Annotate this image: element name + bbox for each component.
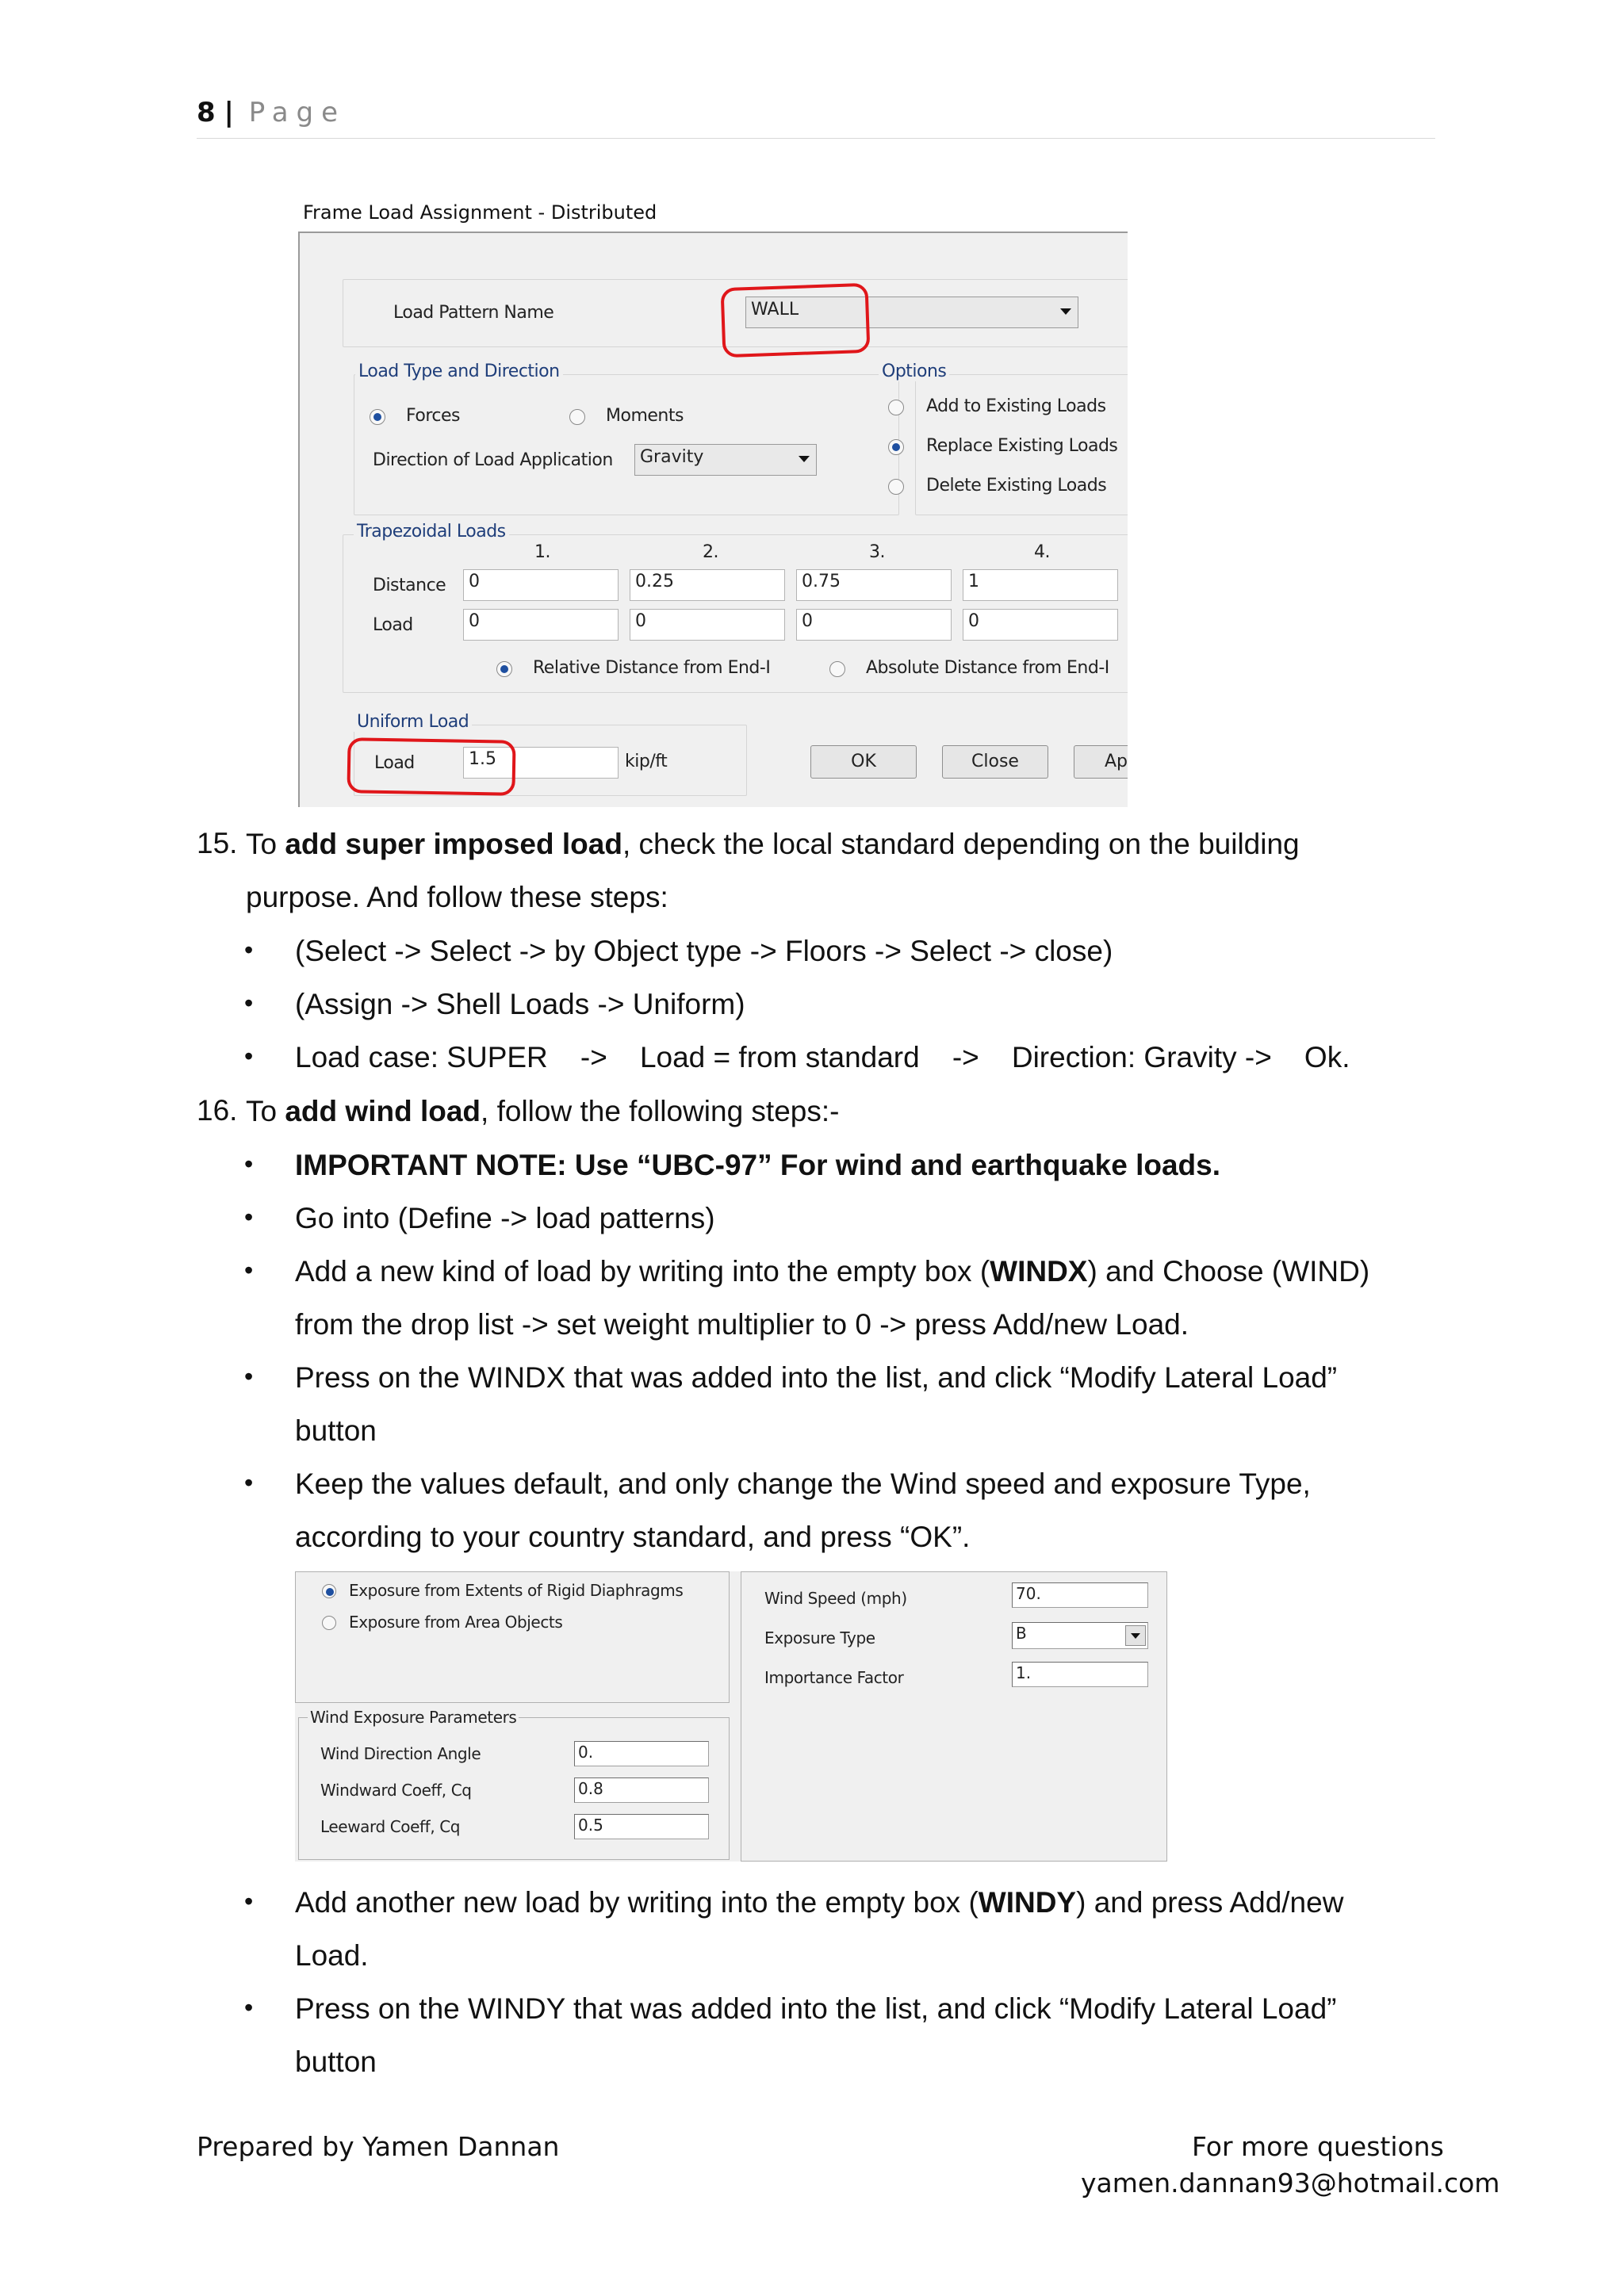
windward-label: Windward Coeff, Cq bbox=[320, 1781, 472, 1800]
step16-bullet-5-line2: according to your country standard, and press “OK”. bbox=[295, 1521, 971, 1553]
bullet: • bbox=[244, 1362, 254, 1391]
wind-speed-input[interactable]: 70. bbox=[1012, 1582, 1148, 1608]
exposure-rigid-label: Exposure from Extents of Rigid Diaphragms bbox=[349, 1581, 684, 1600]
frame-load-dialog-screenshot bbox=[295, 197, 1128, 807]
importance-label: Importance Factor bbox=[764, 1668, 904, 1687]
chevron-down-icon bbox=[1060, 308, 1071, 315]
load-input-4[interactable]: 0 bbox=[963, 609, 1118, 641]
footer-author: Prepared by Yamen Dannan bbox=[197, 2131, 560, 2162]
direction-value: Gravity bbox=[640, 447, 704, 467]
forces-radio[interactable] bbox=[370, 409, 385, 425]
load-input-1[interactable]: 0 bbox=[463, 609, 619, 641]
chevron-down-icon bbox=[1131, 1633, 1140, 1639]
replace-existing-label: Replace Existing Loads bbox=[926, 436, 1118, 456]
page-number: 8 bbox=[197, 97, 216, 128]
page-header bbox=[197, 97, 346, 128]
importance-input[interactable]: 1. bbox=[1012, 1662, 1148, 1687]
distance-label: Distance bbox=[373, 576, 446, 595]
bullet: • bbox=[244, 1887, 254, 1915]
bullet: • bbox=[244, 989, 254, 1017]
bullet: • bbox=[244, 936, 254, 964]
step16-text: To bbox=[246, 1095, 285, 1127]
dropdown-button[interactable] bbox=[1125, 1625, 1146, 1646]
step16-bullet-3-line2: from the drop list -> set weight multiplier to 0 -> press Add/new Load. bbox=[295, 1308, 1189, 1341]
bullet: • bbox=[244, 1993, 254, 2022]
step16-bullet-3-line1 bbox=[295, 1254, 1369, 1289]
uniform-load-label: Load bbox=[374, 753, 415, 773]
b3-bold: WINDX bbox=[990, 1255, 1088, 1288]
header-separator: | bbox=[224, 97, 234, 128]
uniform-load-group-label: Uniform Load bbox=[354, 712, 472, 732]
distance-input-3[interactable]: 0.75 bbox=[796, 569, 952, 601]
step15-bullet-2: (Assign -> Shell Loads -> Uniform) bbox=[295, 988, 745, 1020]
apply-button[interactable]: Ap bbox=[1074, 745, 1128, 779]
replace-existing-radio[interactable] bbox=[888, 439, 904, 455]
load-highlight-mark bbox=[347, 737, 515, 796]
load-pattern-value: WALL bbox=[751, 300, 799, 320]
moments-radio[interactable] bbox=[569, 409, 585, 425]
step16-bullet-4-line1: Press on the WINDX that was added into the list, and click “Modify Lateral Load” bbox=[295, 1361, 1338, 1394]
b6-bold: WINDY bbox=[978, 1886, 1077, 1919]
dialog-body bbox=[298, 232, 1128, 807]
col-header-4: 4. bbox=[1034, 542, 1050, 562]
leeward-input[interactable]: 0.5 bbox=[574, 1814, 709, 1839]
absolute-distance-label: Absolute Distance from End-I bbox=[866, 658, 1109, 678]
wall-highlight-mark bbox=[721, 283, 871, 358]
add-existing-label: Add to Existing Loads bbox=[926, 396, 1106, 416]
uniform-load-input[interactable]: 1.5 bbox=[463, 747, 619, 779]
exposure-type-label: Exposure Type bbox=[764, 1628, 875, 1647]
footer-questions: For more questions bbox=[1192, 2131, 1444, 2162]
wind-direction-input[interactable]: 0. bbox=[574, 1741, 709, 1766]
load-input-3[interactable]: 0 bbox=[796, 609, 952, 641]
footer-email[interactable]: yamen.dannan93@hotmail.com bbox=[1081, 2168, 1500, 2198]
relative-distance-label: Relative Distance from End-I bbox=[533, 658, 771, 678]
step15-text: To bbox=[246, 828, 285, 860]
col-header-3: 3. bbox=[869, 542, 885, 562]
exposure-area-radio[interactable] bbox=[322, 1616, 336, 1630]
load-type-group-label: Load Type and Direction bbox=[355, 362, 563, 381]
bullet: • bbox=[244, 1203, 254, 1231]
wind-speed-label: Wind Speed (mph) bbox=[764, 1589, 907, 1608]
wind-speed-panel bbox=[741, 1571, 1167, 1862]
distance-input-2[interactable]: 0.25 bbox=[630, 569, 785, 601]
options-group-label: Options bbox=[879, 362, 949, 381]
step15-bold: add super imposed load bbox=[285, 828, 622, 860]
direction-label: Direction of Load Application bbox=[373, 450, 613, 470]
step16-bullet-7-line1: Press on the WINDY that was added into the list, and click “Modify Lateral Load” bbox=[295, 1992, 1337, 2025]
step16-line1 bbox=[246, 1094, 839, 1129]
close-button[interactable]: Close bbox=[942, 745, 1048, 779]
ok-button[interactable]: OK bbox=[810, 745, 917, 779]
relative-distance-radio[interactable] bbox=[496, 661, 512, 677]
exposure-area-label: Exposure from Area Objects bbox=[349, 1613, 563, 1632]
exposure-type-select[interactable] bbox=[1012, 1622, 1148, 1649]
load-input-2[interactable]: 0 bbox=[630, 609, 785, 641]
exposure-rigid-radio[interactable] bbox=[322, 1584, 336, 1598]
load-label: Load bbox=[373, 615, 413, 635]
moments-label: Moments bbox=[606, 406, 684, 426]
step16-bullet-6-line2: Load. bbox=[295, 1939, 369, 1972]
step16-bullet-4-line2: button bbox=[295, 1414, 377, 1447]
b6-text-post: ) and press Add/new bbox=[1076, 1886, 1344, 1919]
step16-bullet-7-line2: button bbox=[295, 2045, 377, 2078]
bullet: • bbox=[244, 1468, 254, 1497]
delete-existing-radio[interactable] bbox=[888, 479, 904, 495]
wind-direction-label: Wind Direction Angle bbox=[320, 1744, 481, 1763]
direction-select[interactable] bbox=[634, 444, 817, 476]
delete-existing-label: Delete Existing Loads bbox=[926, 476, 1107, 496]
step15-bullet-1: (Select -> Select -> by Object type -> Floors -> Select -> close) bbox=[295, 935, 1113, 967]
step15-bullet-3: Load case: SUPER -> Load = from standard -> Direction: Gravity -> Ok. bbox=[295, 1041, 1350, 1073]
b3-text-post: ) and Choose (WIND) bbox=[1087, 1255, 1370, 1288]
col-header-1: 1. bbox=[534, 542, 550, 562]
distance-input-1[interactable]: 0 bbox=[463, 569, 619, 601]
absolute-distance-radio[interactable] bbox=[829, 661, 845, 677]
bullet: • bbox=[244, 1150, 254, 1178]
header-divider bbox=[197, 138, 1435, 139]
forces-label: Forces bbox=[406, 406, 460, 426]
uniform-load-unit: kip/ft bbox=[625, 752, 668, 771]
step16-bullet-6-line1 bbox=[295, 1885, 1343, 1920]
step-number-15: 15. bbox=[197, 827, 238, 859]
trapezoidal-group-label: Trapezoidal Loads bbox=[354, 522, 509, 541]
page-label: Page bbox=[248, 97, 347, 128]
step16-bullet-5-line1: Keep the values default, and only change the Wind speed and exposure Type, bbox=[295, 1468, 1311, 1500]
step15-text-post: , check the local standard depending on the building bbox=[622, 828, 1300, 860]
chevron-down-icon bbox=[799, 456, 810, 462]
load-type-group bbox=[354, 374, 899, 515]
load-pattern-label: Load Pattern Name bbox=[393, 303, 554, 323]
step-number-16: 16. bbox=[197, 1094, 238, 1127]
exposure-type-value: B bbox=[1016, 1624, 1027, 1643]
bullet: • bbox=[244, 1042, 254, 1070]
b6-text: Add another new load by writing into the empty box ( bbox=[295, 1886, 979, 1919]
leeward-label: Leeward Coeff, Cq bbox=[320, 1817, 461, 1836]
col-header-2: 2. bbox=[703, 542, 718, 562]
important-note: IMPORTANT NOTE: Use “UBC-97” For wind and earthquake loads. bbox=[295, 1149, 1220, 1181]
b3-text: Add a new kind of load by writing into the empty box ( bbox=[295, 1255, 990, 1288]
dialog-title: Frame Load Assignment - Distributed bbox=[303, 201, 657, 224]
step16-bullet-2: Go into (Define -> load patterns) bbox=[295, 1202, 715, 1234]
bullet: • bbox=[244, 1256, 254, 1284]
add-existing-radio[interactable] bbox=[888, 400, 904, 415]
step15-line2: purpose. And follow these steps: bbox=[246, 881, 668, 913]
distance-input-4[interactable]: 1 bbox=[963, 569, 1118, 601]
step16-bold: add wind load bbox=[285, 1095, 481, 1127]
step16-text-post: , follow the following steps:- bbox=[481, 1095, 840, 1127]
windward-input[interactable]: 0.8 bbox=[574, 1777, 709, 1803]
wind-exposure-group-label: Wind Exposure Parameters bbox=[308, 1708, 519, 1727]
step15-line1 bbox=[246, 827, 1300, 862]
wind-load-dialog-screenshot bbox=[295, 1571, 1167, 1862]
